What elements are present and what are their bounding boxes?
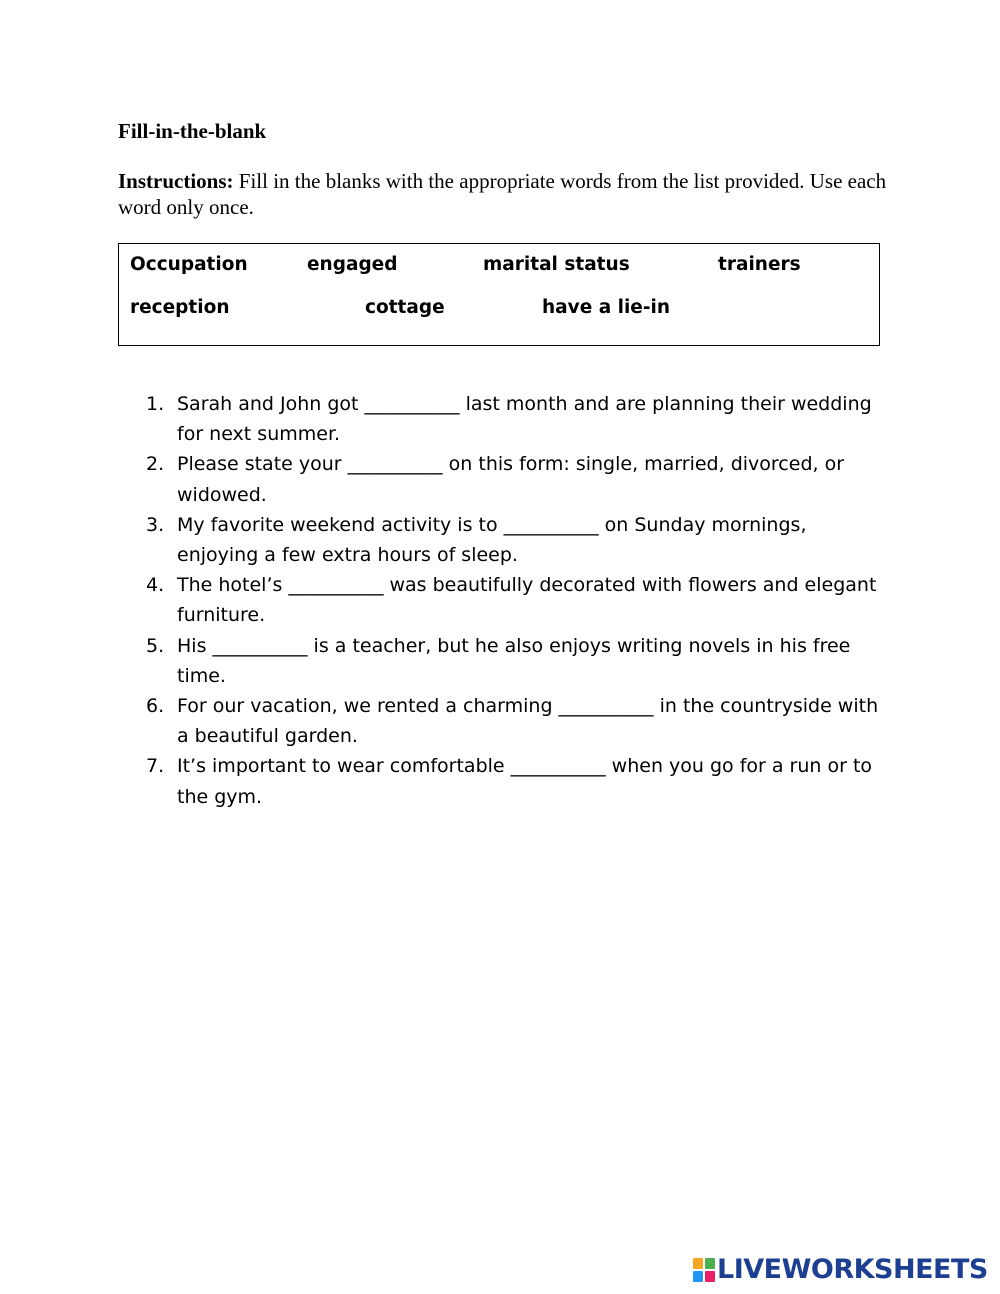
word-bank-item: engaged <box>307 254 398 275</box>
logo-blocks-icon <box>693 1258 715 1282</box>
instructions-text: Fill in the blanks with the appropriate words from the list provided. Use each word only once. <box>118 169 887 219</box>
instructions <box>118 168 888 220</box>
question-item <box>146 389 891 449</box>
logo-block <box>705 1258 715 1269</box>
word-bank-item: Occupation <box>130 254 248 275</box>
question-text: Please state your __________ on this form: single, married, divorced, or widowed. <box>177 453 845 506</box>
logo-text: LIVEWORKSHEETS <box>717 1254 988 1285</box>
question-number: 7. <box>146 755 165 778</box>
question-number: 1. <box>146 393 165 415</box>
question-number: 6. <box>146 695 165 718</box>
question-number: 2. <box>146 453 165 476</box>
question-list <box>146 389 891 812</box>
word-bank-item: cottage <box>365 297 445 318</box>
worksheet-title: Fill-in-the-blank <box>118 119 267 143</box>
question-text: Sarah and John got __________ last month and are planning their wedding for next summer. <box>177 393 872 446</box>
word-bank-item: marital status <box>483 254 630 275</box>
question-text: His __________ is a teacher, but he also enjoys writing novels in his free time. <box>177 634 851 687</box>
instructions-label: Instructions: <box>118 169 234 193</box>
logo-block <box>693 1258 703 1269</box>
logo-block <box>705 1271 715 1282</box>
question-number: 3. <box>146 513 165 536</box>
question-number: 5. <box>146 634 165 657</box>
question-item <box>146 449 891 509</box>
liveworksheets-logo[interactable] <box>693 1254 988 1286</box>
question-text: It’s important to wear comfortable __________ when you go for a run or to the gym. <box>177 755 873 808</box>
question-item <box>146 510 891 570</box>
question-item <box>146 570 891 630</box>
word-bank-item: reception <box>130 297 230 318</box>
word-bank-item: trainers <box>718 254 801 275</box>
question-item <box>146 631 891 691</box>
question-number: 4. <box>146 574 165 597</box>
question-item <box>146 691 891 751</box>
question-text: My favorite weekend activity is to __________ on Sunday mornings, enjoying a few extra hours of sleep. <box>177 513 807 567</box>
question-item <box>146 751 891 811</box>
logo-block <box>693 1271 703 1282</box>
question-text: For our vacation, we rented a charming __________ in the countryside with a beautiful garden. <box>177 695 879 748</box>
question-text: The hotel’s __________ was beautifully decorated with flowers and elegant furniture. <box>177 574 877 627</box>
word-bank <box>118 243 880 346</box>
word-bank-item: have a lie-in <box>542 297 671 318</box>
